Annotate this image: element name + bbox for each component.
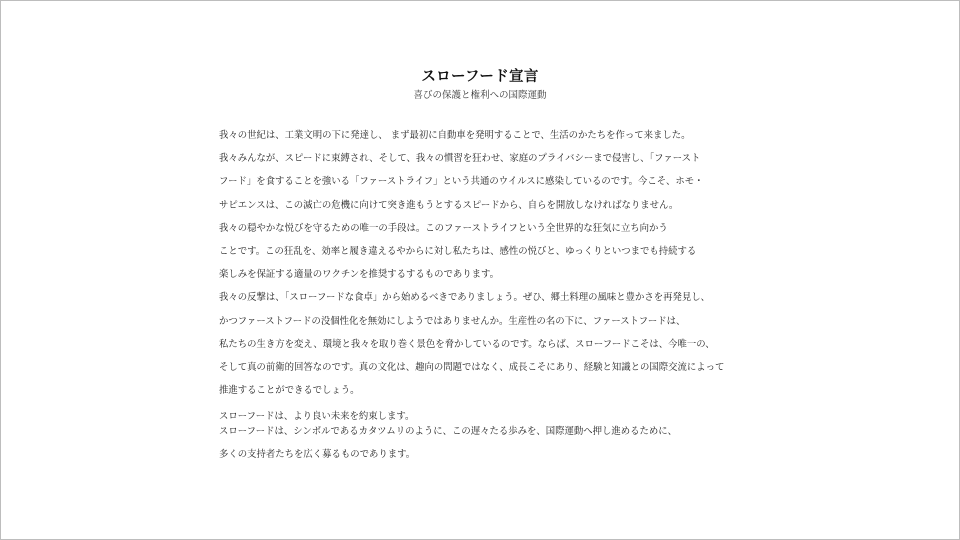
text-line: スローフードは、より良い未来を約束します。 xyxy=(219,411,415,422)
text-line: かつファーストフードの没個性化を無効にしようではありませんか。生産性の名の下に、ファーストフードは、 xyxy=(219,315,686,327)
manifesto-paragraph-2 xyxy=(219,409,677,466)
text-line: そして真の前衛的回答なのです。真の文化は、趣向の問題ではなく、成長こそにあり、経験と知識との国際交流によって xyxy=(219,361,725,373)
text-line: スローフードは、シンボルであるカタツムリのように、この遅々たる歩みを、国際運動へ押し進めるために、 xyxy=(219,426,678,437)
manifesto-paragraph-1 xyxy=(219,124,724,402)
text-line: フード」を食することを強いる「ファーストライフ」という共通のウイルスに感染しているのです。今こそ、ホモ・ xyxy=(219,176,704,188)
text-line: 我々の穏やかな悦びを守るための唯一の手段は。このファーストライフという全世界的な狂気に立ち向かう xyxy=(219,222,668,234)
text-line: 我々みんなが、スピードに束縛され、そして、我々の慣習を狂わせ、家庭のプライバシーまで侵害し、「ファースト xyxy=(219,153,701,165)
text-line: 私たちの生き方を変え、環境と我々を取り巻く景色を脅かしているのです。ならば、スローフードこそは、今唯一の、 xyxy=(219,338,715,350)
document-subtitle: 喜びの保護と権利への国際運動 xyxy=(413,90,547,101)
document-title: スローフード宣言 xyxy=(421,69,539,85)
text-line: ことです。この狂乱を、効率と履き違えるやからに対し私たちは、感性の悦びと、ゆっくりといつまでも持続する xyxy=(219,245,697,257)
text-line: 楽しみを保証する適量のワクチンを推奨するするものであります。 xyxy=(219,269,500,281)
text-line: 我々の反撃は、「スローフードな食卓」から始めるべきでありましょう。ぜひ、郷土料理の風味と豊かさを再発見し、 xyxy=(219,292,711,304)
text-line: 多くの支持者たちを広く募るものであります。 xyxy=(219,449,416,460)
text-line: サピエンスは、この滅亡の危機に向けて突き進もうとするスピードから、自らを開放しなければなりません。 xyxy=(219,199,679,211)
text-line: 推進することができるでしょう。 xyxy=(219,385,360,397)
text-line: 我々の世紀は、工業文明の下に発達し、 まず最初に自動車を発明することで、生活のかたちを作って来ました。 xyxy=(219,130,691,141)
